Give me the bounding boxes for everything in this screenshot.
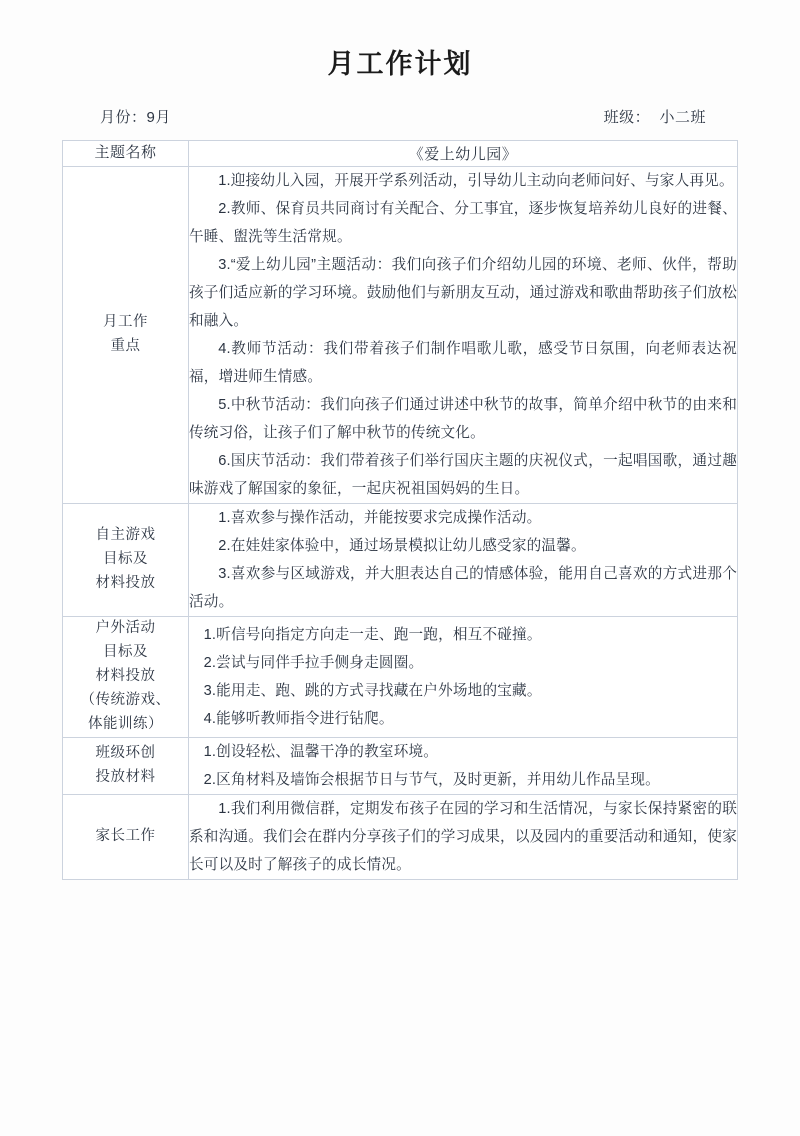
row-label-line: （传统游戏、 <box>80 692 171 709</box>
table-row <box>63 617 738 738</box>
content-item: 1.听信号向指定方向走一走、跑一跑，相互不碰撞。 <box>203 627 542 644</box>
content-item: 3.“爱上幼儿园”主题活动：我们向孩子们介绍幼儿园的环境、老师、伙伴，帮助孩子们适应新的学习环境。鼓励他们与新朋友互动，通过游戏和歌曲帮助孩子们放松和融入。 <box>189 257 737 330</box>
content-item: 5.中秋节活动：我们向孩子们通过讲述中秋节的故事，简单介绍中秋节的由来和传统习俗，让孩子们了解中秋节的传统文化。 <box>189 397 737 442</box>
row-label-line: 自主游戏 <box>95 527 156 544</box>
month-label: 月份：9月 <box>100 109 171 127</box>
content-item: 2.尝试与同伴手拉手侧身走圆圈。 <box>203 655 424 672</box>
table-row <box>63 504 738 617</box>
content-item: 1.喜欢参与操作活动，并能按要求完成操作活动。 <box>218 510 542 527</box>
content-item: 1.我们利用微信群，定期发布孩子在园的学习和生活情况，与家长保持紧密的联系和沟通。我们会在群内分享孩子们的学习成果，以及园内的重要活动和通知，使家长可以及时了解孩子的成长情况。 <box>189 801 737 874</box>
row-content <box>189 795 738 880</box>
row-content <box>189 504 738 617</box>
row-label-line: 月工作 <box>103 314 148 331</box>
row-label-line: 材料投放 <box>95 668 156 685</box>
row-label-line: 目标及 <box>103 551 148 568</box>
theme-value: 《爱上幼儿园》 <box>189 141 738 167</box>
content-item: 6.国庆节活动：我们带着孩子们举行国庆主题的庆祝仪式，一起唱国歌，通过趣味游戏了解国家的象征，一起庆祝祖国妈妈的生日。 <box>189 453 737 498</box>
content-item: 2.区角材料及墙饰会根据节日与节气，及时更新，并用幼儿作品呈现。 <box>203 772 660 789</box>
content-item: 4.能够听教师指令进行钻爬。 <box>203 711 394 728</box>
row-label <box>63 617 189 738</box>
content-item: 3.能用走、跑、跳的方式寻找藏在户外场地的宝藏。 <box>203 683 542 700</box>
row-label <box>63 795 189 880</box>
row-content <box>189 167 738 504</box>
document-meta <box>62 106 738 127</box>
table-row-theme <box>63 141 738 167</box>
content-item: 2.在娃娃家体验中，通过场景模拟让幼儿感受家的温馨。 <box>218 538 586 555</box>
row-label-line: 体能训练） <box>88 716 163 733</box>
row-label-line: 家长工作 <box>95 828 156 845</box>
content-item: 4.教师节活动：我们带着孩子们制作唱歌儿歌，感受节日氛围，向老师表达祝福，增进师生情感。 <box>189 341 737 386</box>
row-content <box>189 617 738 738</box>
content-item: 2.教师、保育员共同商讨有关配合、分工事宜，逐步恢复培养幼儿良好的进餐、午睡、盥洗等生活常规。 <box>189 201 737 246</box>
content-item: 3.喜欢参与区域游戏，并大胆表达自己的情感体验，能用自己喜欢的方式进那个活动。 <box>189 566 737 611</box>
row-content <box>189 738 738 795</box>
row-label <box>63 504 189 617</box>
row-label <box>63 738 189 795</box>
row-label <box>63 167 189 504</box>
row-label-line: 班级环创 <box>95 745 156 762</box>
class-label: 班级： 小二班 <box>603 109 706 127</box>
row-label-line: 投放材料 <box>95 769 156 786</box>
table-row <box>63 795 738 880</box>
row-label-line: 重点 <box>110 338 141 355</box>
row-label-line: 户外活动 <box>95 620 156 637</box>
monthly-plan-table <box>62 140 738 880</box>
row-label-line: 目标及 <box>103 644 148 661</box>
content-item: 1.迎接幼儿入园，开展开学系列活动，引导幼儿主动向老师问好、与家人再见。 <box>218 173 734 190</box>
table-row <box>63 167 738 504</box>
row-label-line: 材料投放 <box>95 575 156 592</box>
content-item: 1.创设轻松、温馨干净的教室环境。 <box>203 744 439 760</box>
page-title: 月工作计划 <box>327 49 473 79</box>
table-body <box>63 141 738 880</box>
table-row <box>63 738 738 795</box>
row-label-theme: 主题名称 <box>63 141 189 167</box>
